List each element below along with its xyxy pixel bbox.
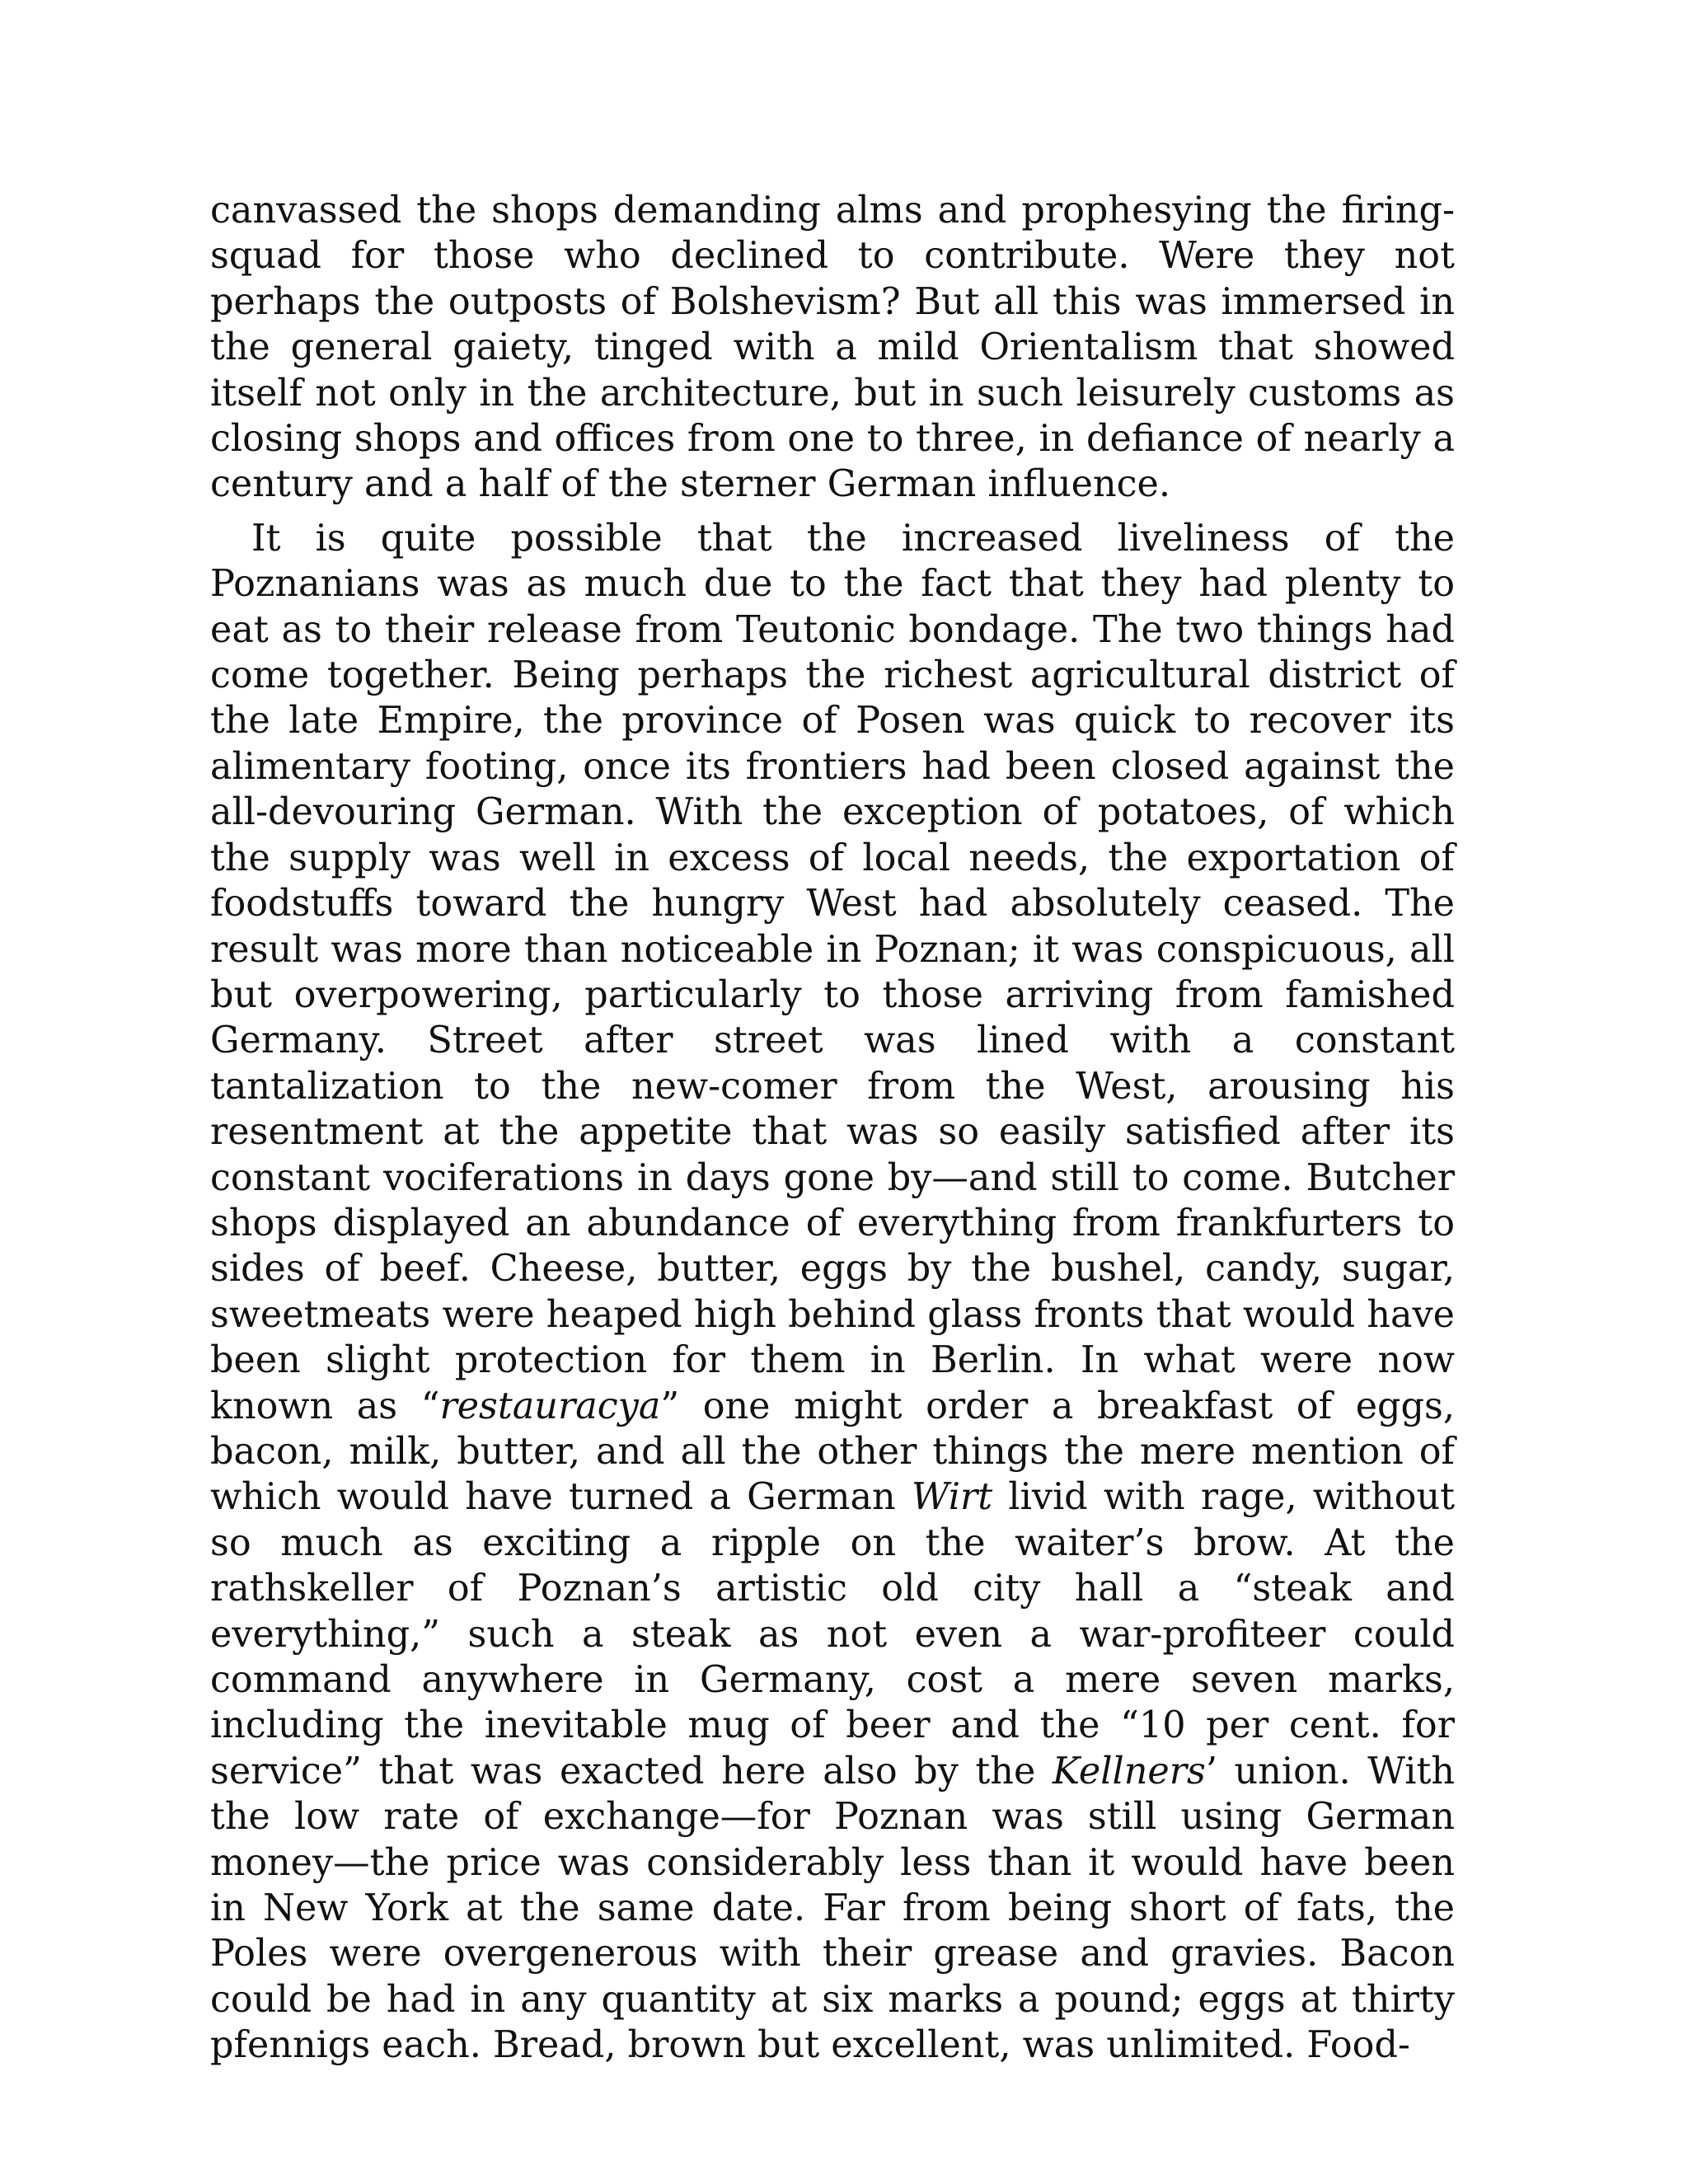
paragraph-1 [210, 188, 1455, 508]
paragraph-2-run-7: ’ union. With the low rate of exchange—for Poznan was still using German money—the price was considerably less than it would have been in New York at the same date. Far from being short of fats, the Poles were overgenerous with their grease and gravies. Bacon could be had in any quantity at six marks a pound; eggs at thirty pfennigs each. Bread, brown but excellent, was unlimited. Food- [210, 1750, 1455, 2067]
paragraph-2 [210, 516, 1455, 2069]
paragraph-2-run-3: ” one might order a breakfast of eggs, bacon, milk, butter, and all the other things the mere mention of which would have turned a German [210, 1385, 1455, 1519]
paragraph-1-text: canvassed the shops demanding alms and prophesying the firing-squad for those who declined to contribute. Were they not perhaps the outposts of Bolshevism? But all this was immersed in the general gaiety, tinged with a mild Orientalism that showed itself not only in the architecture, but in such leisurely customs as closing shops and offices from one to three, in defiance of nearly a century and a half of the sterner German influence. [210, 190, 1455, 506]
page-text [210, 188, 1455, 2069]
italic-word-kellners: Kellners [1052, 1750, 1206, 1793]
italic-word-restauracya: restauracya [439, 1385, 661, 1427]
paragraph-2-run-5: livid with rage, without so much as exciting a ripple on the waiter’s brow. At the rathskeller of Poznan’s artistic old city hall a “steak and everything,” such a steak as not even a war-profiteer could command anywhere in Germany, cost a mere seven marks, including the inevitable mug of beer and the “10 per cent. for service” that was exacted here also by the [210, 1476, 1455, 1793]
paragraph-2-run-1: It is quite possible that the increased liveliness of the Poznanians was as much due to the fact that they had plenty to eat as to their release from Teutonic bondage. The two things had come together. Being perhaps the richest agricultural district of the late Empire, the province of Posen was quick to recover its alimentary footing, once its frontiers had been closed against the all-devouring German. With the exception of potatoes, of which the supply was well in excess of local needs, the exportation of foodstuffs toward the hungry West had absolutely ceased. The result was more than noticeable in Poznan; it was conspicuous, all but overpowering, particularly to those arriving from famished Germany. Street after street was lined with a constant tantalization to the new-comer from the West, arousing his resentment at the appetite that was so easily satisfied after its constant vociferations in days gone by—and still to come. Butcher shops displayed an abundance of everything from frankfurters to sides of beef. Cheese, butter, eggs by the bushel, candy, sugar, sweetmeats were heaped high behind glass fronts that would have been slight protection for them in Berlin. In what were now known as “ [210, 517, 1455, 1427]
italic-word-wirt: Wirt [911, 1476, 993, 1519]
